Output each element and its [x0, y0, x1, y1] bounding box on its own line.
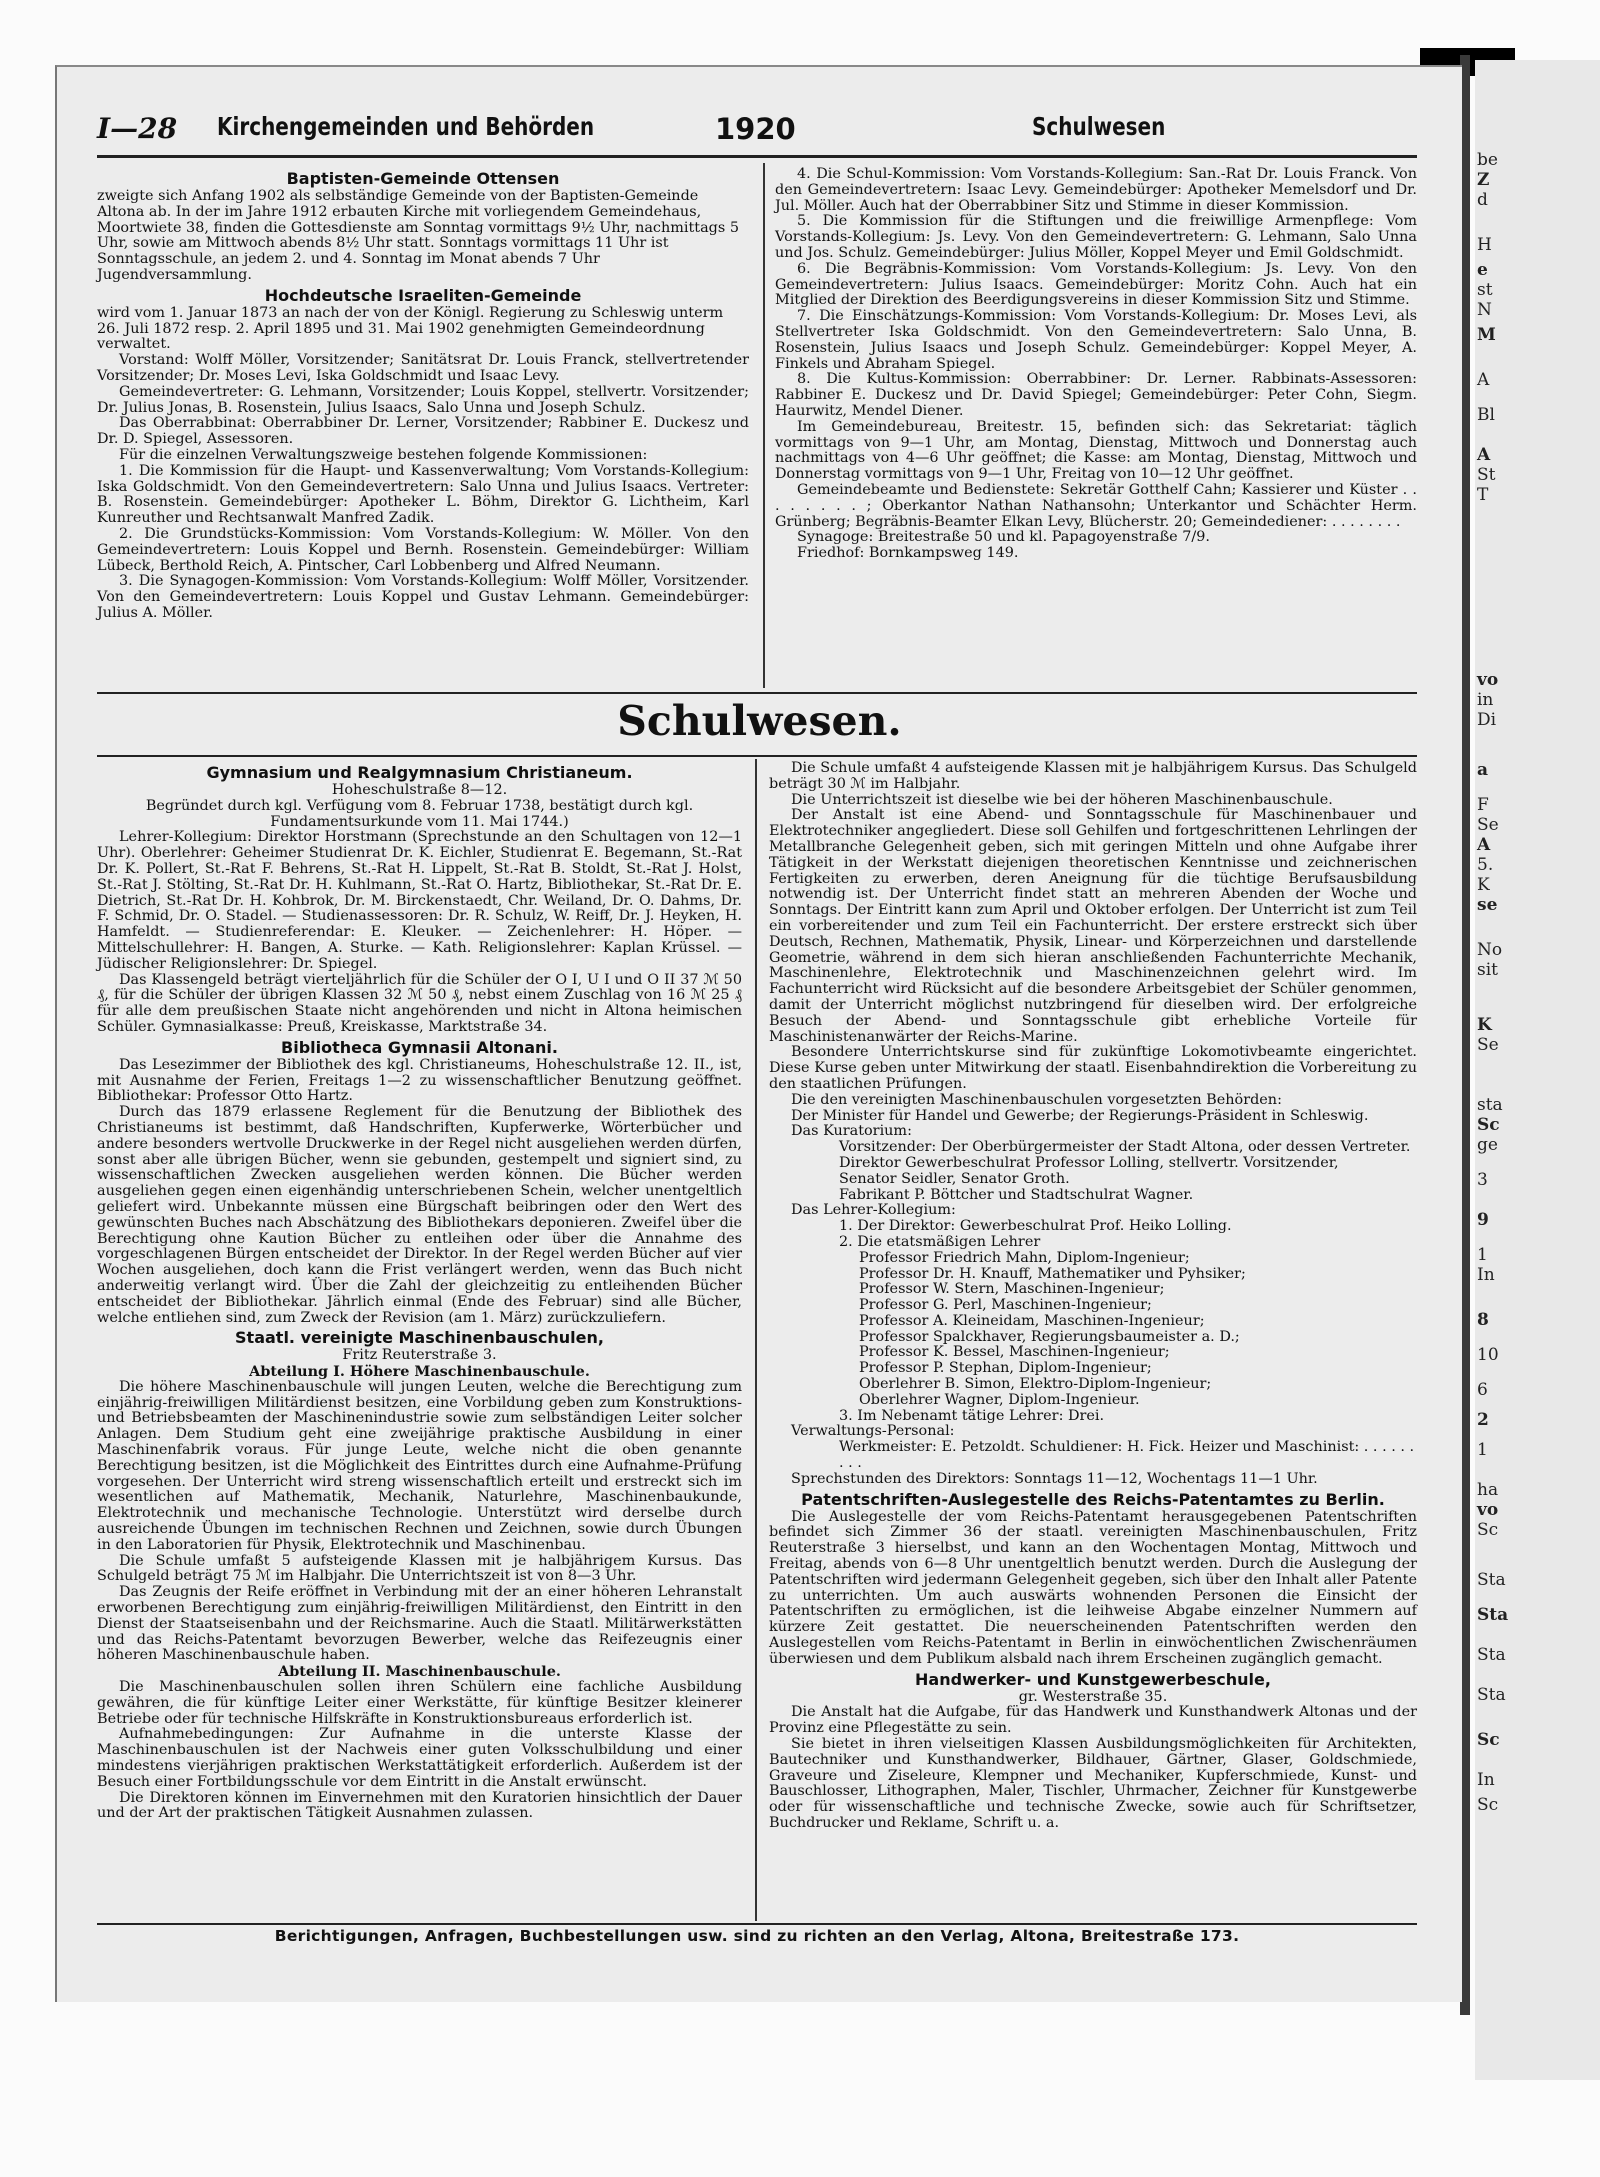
- adjacent-page-fragment: vo: [1477, 670, 1499, 690]
- adjacent-page-strip: [1475, 60, 1600, 2080]
- adjacent-page-fragment: Sta: [1477, 1645, 1506, 1665]
- text-paragraph: Der Minister für Handel und Gewerbe; der Regierungs-Präsident in Schleswig.: [791, 1107, 1369, 1124]
- adjacent-page-fragment: Sta: [1477, 1570, 1506, 1590]
- text-paragraph: Die Maschinenbauschulen sollen ihren Schülern eine fachliche Ausbildung gewähren, die für künftige Leiter einer Werkstätte, für künftige Besitzer kleinerer Betriebe oder für technische Hilfskräfte in Konstruktionsbureaus erforderlich ist.: [97, 1679, 742, 1727]
- text-paragraph: Werkmeister: E. Petzoldt. Schuldiener: H. Fick. Heizer und Maschinist: . . . . . . . . .: [839, 1439, 1415, 1472]
- adjacent-page-fragment: 6: [1477, 1380, 1488, 1400]
- text-paragraph: 1. Der Direktor: Gewerbeschulrat Prof. Heiko Lolling.: [839, 1218, 1232, 1235]
- adjacent-page-fragment: Sta: [1477, 1685, 1506, 1705]
- text-paragraph: 6. Die Begräbnis-Kommission: Vom Vorstands-Kollegium: Js. Levy. Von den Gemeindevertretern: Julius Isaacs. Gemeindebürger: Moritz Cohn. Auch hat ein Mitglied der Direktion des Beerdigungsvereins in dieser Kommission Sitz und Stimme.: [775, 260, 1417, 309]
- adjacent-page-fragment: Sta: [1477, 1605, 1509, 1625]
- text-paragraph: 5. Die Kommission für die Stiftungen und die freiwillige Armenpflege: Vom Vorstands-Kollegium: Js. Levy. Von den Gemeindevertretern: G. Lehmann, Salo Unna und Jos. Schulz. Gemeindebürger: Julius Möller, Koppel Meyer und Emil Goldschmidt.: [775, 213, 1417, 261]
- section-heading: Bibliotheca Gymnasii Altonani.: [281, 1037, 558, 1057]
- section-heading: Hochdeutsche Israeliten-Gemeinde: [264, 285, 582, 305]
- top-left-column: [97, 167, 749, 687]
- adjacent-page-fragment: K: [1477, 875, 1490, 895]
- text-paragraph: Der Anstalt ist eine Abend- und Sonntagsschule für Maschinenbauer und Elektrotechniker angegliedert. Diese soll Gehilfen und fortgeschrittenen Lehrlingen der Metallbranche Gelegenheit geben, sich mit geringen Mitteln und ohne Aufgabe ihrer Tätigkeit in der Werkstatt diejenigen theoretischen Kenntnisse und zeichnerischen Fertigkeiten zu erwerben, deren Aneignung für die tüchtige Berufsausbildung notwendig ist. Der Unterricht findet statt an mehreren Abenden der Woche und Sonntags. Der Eintritt kann zum April und Oktober erfolgen. Der Unterricht ist zum Teil ein vorbereitender und zum Teil ein Fachunterricht. Der erstere erstreckt sich über Deutsch, Rechnen, Mathematik, Physik, Linear- und Körperzeichnen und darstellende Geometrie, während in dem sich hieran anschließenden Fachunterrichte Mechanik, Maschinenlehre, Elektrotechnik und Maschinenzeichnen gelehrt wird. Im Fachunterricht wird Rücksicht auf die besondere Arbeitsgebiet der Schüler genommen, damit der Unterricht möglichst nutzbringend für dieselben wird. Der erfolgreiche Besuch der Abend- und Sonntagsschule gibt erhebliche Vorteile für Maschinistenanwärter der Reichs-Marine.: [769, 807, 1417, 1045]
- text-paragraph: Vorsitzender: Der Oberbürgermeister der Stadt Altona, oder dessen Vertreter.: [839, 1139, 1411, 1156]
- text-paragraph: Das Oberrabbinat: Oberrabbiner Dr. Lerner, Vorsitzender; Rabbiner E. Duckesz und Dr. D. Spiegel, Assessoren.: [97, 415, 749, 448]
- adjacent-page-fragment: 1: [1477, 1245, 1488, 1265]
- text-paragraph: 3. Die Synagogen-Kommission: Vom Vorstands-Kollegium: Wolff Möller, Vorsitzender. Von den Gemeindevertretern: Louis Koppel und Gustav Lehmann. Gemeindebürger: Julius A. Möller.: [97, 573, 749, 621]
- text-paragraph: Fritz Reuterstraße 3.: [342, 1347, 497, 1364]
- text-paragraph: Friedhof: Bornkampsweg 149.: [797, 545, 1019, 562]
- text-paragraph: Professor Dr. H. Knauff, Mathematiker und Pyhsiker;: [859, 1265, 1246, 1282]
- text-paragraph: Professor P. Stephan, Diplom-Ingenieur;: [859, 1360, 1152, 1377]
- text-paragraph: Professor W. Stern, Maschinen-Ingenieur;: [859, 1281, 1165, 1298]
- adjacent-page-fragment: vo: [1477, 1500, 1499, 1520]
- adjacent-page-fragment: M: [1477, 325, 1496, 345]
- text-paragraph: Professor K. Bessel, Maschinen-Ingenieur;: [859, 1344, 1170, 1361]
- adjacent-page-fragment: Se: [1477, 1035, 1499, 1055]
- adjacent-page-fragment: Sc: [1477, 1730, 1500, 1750]
- adjacent-page-fragment: d: [1477, 190, 1488, 210]
- text-paragraph: Abteilung I. Höhere Maschinenbauschule.: [249, 1363, 590, 1381]
- adjacent-page-fragment: be: [1477, 150, 1498, 170]
- text-paragraph: Vorstand: Wolff Möller, Vorsitzender; Sanitätsrat Dr. Louis Franck, stellvertretender Vorsitzender; Dr. Moses Levi, Iska Goldschmidt und Isaac Levy.: [97, 352, 749, 384]
- text-paragraph: Sie bietet in ihren vielseitigen Klassen Ausbildungsmöglichkeiten für Architekten, Bautechniker und Kunsthandwerker, Bildhauer, Gärtner, Glaser, Goldschmiede, Graveure und Ziseleure, Klempner und Mechaniker, Kupferschmiede, Kunst- und Bauschlosser, Lithographen, Maler, Tischler, Uhrmacher, Zeichner für Kunstgewerbe oder für wissenschaftliche und technische Zwecke, sowie auch für Schriftsetzer, Buchdrucker und Reklame, Schrift u. a.: [769, 1736, 1417, 1831]
- adjacent-page-fragment: St: [1477, 465, 1496, 485]
- adjacent-page-fragment: ha: [1477, 1480, 1499, 1500]
- adjacent-page-fragment: e: [1477, 260, 1488, 280]
- top-right-column: [775, 167, 1417, 687]
- header-year: 1920: [715, 112, 796, 146]
- adjacent-page-fragment: ge: [1477, 1135, 1498, 1155]
- adjacent-page-fragment: In: [1477, 1265, 1495, 1285]
- text-paragraph: Professor A. Kleineidam, Maschinen-Ingenieur;: [859, 1312, 1205, 1329]
- adjacent-page-fragment: H: [1477, 235, 1492, 255]
- text-paragraph: Oberlehrer B. Simon, Elektro-Diplom-Ingenieur;: [859, 1376, 1212, 1393]
- text-paragraph: Senator Seidler, Senator Groth.: [839, 1170, 1070, 1187]
- text-paragraph: Verwaltungs-Personal:: [791, 1423, 955, 1440]
- adjacent-page-fragment: Z: [1477, 170, 1490, 190]
- adjacent-page-fragment: Bl: [1477, 405, 1495, 425]
- adjacent-page-fragment: In: [1477, 1770, 1495, 1790]
- bottom-right-column: [769, 761, 1417, 1923]
- adjacent-page-fragment: se: [1477, 895, 1498, 915]
- adjacent-page-fragment: 9: [1477, 1210, 1489, 1230]
- text-paragraph: Gemeindebeamte und Bedienstete: Sekretär Gotthelf Cahn; Kassierer und Küster . . . . . . . . ; Oberkantor Nathan Nathansohn; Unterkantor und Schächter Herm. Grünberg; Begräbnis-Beamter Elkan Levy, Blücherstr. 20; Gemeindediener: . . . . . . . .: [775, 481, 1417, 530]
- running-header: [97, 107, 1417, 153]
- text-paragraph: Die Schule umfaßt 4 aufsteigende Klassen mit je halbjährigem Kursus. Das Schulgeld beträgt 30 ℳ im Halbjahr.: [769, 760, 1417, 792]
- text-paragraph: Die höhere Maschinenbauschule will jungen Leuten, welche die Berechtigung zum einjährig-freiwilligen Militärdienst besitzen, eine Vorbildung geben zum Konstruktions- und Betriebsbeamten der Maschinenindustrie sowie zum selbständigen Leiter solcher Anlagen. Dem Studium geht eine zweijährige praktische Ausbildung in einer Maschinenfabrik voraus. Für junge Leute, welche nicht die oben genannte Berechtigung besitzen, ist die Möglichkeit des Eintrittes durch eine Aufnahme-Prüfung vorgesehen. Der Unterricht wird streng wissenschaftlich erteilt und erstreckt sich im wesentlichen auf Mathematik, Mechanik, Naturlehre, Maschinenbaukunde, Elektrotechnik und mechanische Technologie. Unterstützt wird derselbe durch ausreichende Übungen im technischen Rechnen und Zeichnen, sowie durch Übungen in den Laboratorien für Physik, Elektrotechnik und Maschinenbau.: [97, 1378, 742, 1553]
- adjacent-page-fragment: sit: [1477, 960, 1498, 980]
- text-paragraph: gr. Westerstraße 35.: [1018, 1688, 1168, 1705]
- adjacent-page-fragment: 2: [1477, 1410, 1489, 1430]
- text-paragraph: Lehrer-Kollegium: Direktor Horstmann (Sprechstunde an den Schultagen von 12—1 Uhr). Oberlehrer: Geheimer Studienrat Dr. K. Eichler, Studienrat E. Begemann, St.-Rat Dr. K. Pollert, St.-Rat F. Behrens, St.-Rat H. Lippelt, St.-Rat B. Stoldt, St.-Rat J. Holst, St.-Rat J. Stölting, St.-Rat Dr. H. Kuhlmann, St.-Rat O. Hartz, Bibliothekar, St.-Rat Dr. E. Dietrich, St.-Rat Dr. H. Kohbrok, Dr. M. Birckenstaedt, Chr. Weiland, Dr. O. Dahms, Dr. F. Schmid, Dr. O. Stadel. — Studienassessoren: Dr. R. Schulz, W. Reiff, Dr. J. Heyken, H. Hamfeldt. — Studienreferendar: E. Kleuker. — Zeichenlehrer: H. Höper. — Mittelschullehrer: H. Bangen, A. Sturke. — Kath. Religionslehrer: Kaplan Krüssel. — Jüdischer Religionslehrer: Dr. Spiegel.: [97, 829, 742, 972]
- text-paragraph: 2. Die Grundstücks-Kommission: Vom Vorstands-Kollegium: W. Möller. Von den Gemeindevertretern: Louis Koppel und Bernh. Rosenstein. Gemeindebürger: William Lübeck, Berthold Reich, A. Pintscher, Carl Lobbenberg und Alfred Neumann.: [97, 525, 749, 574]
- adjacent-page-fragment: 3: [1477, 1170, 1488, 1190]
- text-paragraph: Oberlehrer Wagner, Diplom-Ingenieur.: [859, 1391, 1140, 1408]
- adjacent-page-fragment: Sc: [1477, 1795, 1499, 1815]
- text-paragraph: Aufnahmebedingungen: Zur Aufnahme in die unterste Klasse der Maschinenbauschulen ist der Nachweis einer guten Volksschulbildung und einer mindestens vierjährigen praktischen Werkstattätigkeit erforderlich. Außerdem ist der Besuch einer Fortbildungsschule vor dem Eintritt in die Anstalt erwünscht.: [97, 1726, 742, 1790]
- text-paragraph: Fabrikant P. Böttcher und Stadtschulrat Wagner.: [839, 1186, 1194, 1203]
- text-paragraph: Die Schule umfaßt 5 aufsteigende Klassen mit je halbjährigem Kursus. Das Schulgeld beträgt 75 ℳ im Halbjahr. Die Unterrichtszeit ist von 8—3 Uhr.: [97, 1552, 742, 1585]
- section-heading: Patentschriften-Auslegestelle des Reichs-Patentamtes zu Berlin.: [801, 1489, 1385, 1509]
- text-paragraph: Das Kuratorium:: [791, 1123, 912, 1140]
- text-paragraph: Im Gemeindebureau, Breitestr. 15, befinden sich: das Sekretariat: täglich vormittags von 9—1 Uhr, am Montag, Dienstag, Mittwoch und Donnerstag auch nachmittags von 4—6 Uhr geöffnet; die Kasse: am Montag, Dienstag, Mittwoch und Donnerstag vormittags von 9—1 Uhr, Freitag von 10—12 Uhr geöffnet.: [775, 418, 1417, 483]
- text-paragraph: Sprechstunden des Direktors: Sonntags 11—12, Wochentags 11—1 Uhr.: [791, 1470, 1318, 1487]
- text-paragraph: 7. Die Einschätzungs-Kommission: Vom Vorstands-Kollegium: Dr. Moses Levi, als Stellvertreter Iska Goldschmidt. Von den Gemeindevertretern: Salo Unna, B. Rosenstein, Julius Isaacs und Joseph Schulz. Gemeindebürger: Koppel Meyer, A. Finkels und Abraham Spiegel.: [775, 308, 1417, 372]
- text-paragraph: Die Unterrichtszeit ist dieselbe wie bei der höheren Maschinenbauschule.: [791, 791, 1333, 808]
- publisher-footer: Berichtigungen, Anfragen, Buchbestellungen usw. sind zu richten an den Verlag, Altona, Breitestraße 173.: [274, 1927, 1240, 1945]
- section-heading: Staatl. vereinigte Maschinenbauschulen,: [235, 1328, 604, 1348]
- text-paragraph: Gemeindevertreter: G. Lehmann, Vorsitzender; Louis Koppel, stellvertr. Vorsitzender; Dr. Julius Jonas, B. Rosenstein, Julius Isaacs, Salo Unna und Joseph Schulz.: [97, 383, 749, 416]
- top-column-divider: [763, 163, 765, 688]
- text-paragraph: Synagoge: Breitestraße 50 und kl. Papagoyenstraße 7/9.: [797, 529, 1211, 546]
- adjacent-page-fragment: A: [1477, 370, 1490, 390]
- adjacent-page-fragment: A: [1477, 835, 1491, 855]
- text-paragraph: Das Klassengeld beträgt vierteljährlich für die Schüler der O I, U I und O II 37 ℳ 50 ₰, für die Schüler der übrigen Klassen 32 ℳ 50 ₰, nebst einem Zuschlag von 16 ℳ 25 ₰ für alle dem preußischen Staate nicht angehörenden und nicht in Altona heimischen Schüler. Gymnasialkasse: Preuß, Kreiskasse, Marktstraße 34.: [97, 971, 742, 1035]
- adjacent-page-fragment: 10: [1477, 1345, 1499, 1365]
- text-paragraph: Durch das 1879 erlassene Reglement für die Benutzung der Bibliothek des Christianeums ist bestimmt, daß Handschriften, Kupferwerke, Wörterbücher und andere besonders wertvolle Druckwerke in der Regel nicht ausgeliehen werden dürfen, sonst aber alle übrigen Bücher, wenn sie gebunden, gestempelt und signiert sind, zu wissenschaftlichen Zwecken ausgeliehen werden können. Die Bücher werden ausgeliehen gegen einen eigenhändig unterschriebenen Schein, welcher unentgeltlich geliefert wird. Unbekannte müssen eine Bürgschaft beibringen oder den Wert des gewünschten Buches nach Abschätzung des Bibliothekars deponieren. Zweifel über die Berechtigung ohne Kaution Bücher zu entleihen oder über die Annahme des vorgeschlagenen Bürgen entscheidet der Direktor. In der Regel werden Bücher auf vier Wochen ausgeliehen, doch kann die Frist verlängert werden, wenn das Buch nicht anderweitig verlangt wird. Über die Zahl der gleichzeitig zu entleihenden Bücher entscheidet der Bibliothekar. Jährlich einmal (Ende des Februar) sind alle Bücher, welche entliehen sind, zum Zweck der Revision (am 1. März) zurückzuliefern.: [97, 1104, 742, 1326]
- text-paragraph: 3. Im Nebenamt tätige Lehrer: Drei.: [839, 1407, 1105, 1424]
- adjacent-page-fragment: st: [1477, 280, 1493, 300]
- text-paragraph: Das Lesezimmer der Bibliothek des kgl. Christianeums, Hoheschulstraße 12. II., ist, mit Ausnahme der Ferien, Freitags 1—2 zu wissenschaftlicher Benutzung geöffnet. Bibliothekar: Professor Otto Hartz.: [97, 1056, 742, 1105]
- text-paragraph: Hoheschulstraße 8—12.: [331, 782, 508, 798]
- text-paragraph: Die Anstalt hat die Aufgabe, für das Handwerk und Kunsthandwerk Altonas und der Provinz eine Pflegestätte zu sein.: [769, 1704, 1417, 1737]
- header-right-title: Schulwesen: [1032, 112, 1166, 141]
- adjacent-page-fragment: sta: [1477, 1095, 1503, 1115]
- text-paragraph: Abteilung II. Maschinenbauschule.: [278, 1663, 561, 1681]
- adjacent-page-fragment: a: [1477, 760, 1489, 780]
- text-paragraph: Die Direktoren können im Einvernehmen mit den Kuratorien hinsichtlich der Dauer und der Art der praktischen Tätigkeit Ausnahmen zulassen.: [97, 1789, 742, 1822]
- page-number: I—28: [97, 112, 178, 145]
- text-paragraph: Professor Friedrich Mahn, Diplom-Ingenieur;: [859, 1249, 1190, 1266]
- section-title: Schulwesen.: [617, 697, 902, 745]
- adjacent-page-fragment: Di: [1477, 710, 1497, 730]
- text-paragraph: 2. Die etatsmäßigen Lehrer: [839, 1233, 1041, 1250]
- adjacent-page-fragment: F: [1477, 795, 1489, 815]
- adjacent-page-fragment: 5.: [1477, 855, 1494, 875]
- bottom-column-divider: [755, 759, 757, 1921]
- footer-rule: [97, 1923, 1417, 1925]
- section-heading: Baptisten-Gemeinde Ottensen: [286, 169, 560, 188]
- text-paragraph: 1. Die Kommission für die Haupt- und Kassenverwaltung; Vom Vorstands-Kollegium: Iska Goldschmidt. Von den Gemeindevertretern: Salo Unna und Julius Isaacs. Vertreter: B. Rosenstein. Gemeindebürger: Apotheker L. Böhm, Direktor G. Lichtheim, Karl Kunreuther und Rechtsanwalt Manfred Zadik.: [97, 462, 749, 527]
- text-paragraph: Die den vereinigten Maschinenbauschulen vorgesetzten Behörden:: [791, 1091, 1282, 1108]
- section-heading: Gymnasium und Realgymnasium Christianeum.: [206, 763, 633, 782]
- text-paragraph: Besondere Unterrichtskurse sind für zukünftige Lokomotivbeamte eingerichtet. Diese Kurse geben unter Mitwirkung der staatl. Eisenbahndirektion die Vorbereitung zu den staatlichen Prüfungen.: [769, 1044, 1417, 1092]
- text-paragraph: Die Auslegestelle der vom Reichs-Patentamt herausgegebenen Patentschriften befindet sich Zimmer 36 der staatl. vereinigten Maschinenbauschulen, Fritz Reuterstraße 3 hierselbst, und kann an den Wochentagen Montag, Mittwoch und Freitag, abends von 6—8 Uhr unentgeltlich benutzt werden. Durch die Auslegung der Patentschriften wird jedermann Gelegenheit gegeben, sich über den Inhalt aller Patente zu unterrichten. Um auch auswärts wohnenden Personen die Einsicht der Patentschriften zu ermöglichen, ist die leihweise Abgabe einzelner Nummern auf kürzere Zeit gestattet. Die neuerscheinenden Patentschriften werden den Auslegestellen vom Reichs-Patentamt in Berlin in einwöchentlichen Zwischenräumen überwiesen und dem Publikum alsbald nach ihrem Erscheinen zugänglich gemacht.: [769, 1508, 1417, 1667]
- section-rule: [97, 692, 1417, 694]
- adjacent-page-fragment: Se: [1477, 815, 1499, 835]
- text-paragraph: Begründet durch kgl. Verfügung vom 8. Februar 1738, bestätigt durch kgl. Fundamentsurkunde vom 11. Mai 1744.): [145, 797, 694, 830]
- adjacent-page-fragment: N: [1477, 300, 1492, 320]
- text-paragraph: Das Zeugnis der Reife eröffnet in Verbindung mit der an einer höheren Lehranstalt erworbenen Berechtigung zum einjährig-freiwilligen Militärdienst, den Eintritt in den Dienst der Staatseisenbahn und der Reichsmarine. Auch die Staatl. Militärwerkstätten und das Reichs-Patentamt bevorzugen Bewerber, welche das Reifezeugnis einer höheren Maschinenbauschule haben.: [97, 1584, 742, 1664]
- adjacent-page-fragment: in: [1477, 690, 1494, 710]
- adjacent-page-fragment: A: [1477, 445, 1491, 465]
- text-paragraph: Für die einzelnen Verwaltungszweige bestehen folgende Kommissionen:: [119, 446, 648, 463]
- text-paragraph: Professor G. Perl, Maschinen-Ingenieur;: [859, 1297, 1152, 1314]
- adjacent-page-fragment: K: [1477, 1015, 1492, 1035]
- adjacent-page-fragment: 1: [1477, 1440, 1488, 1460]
- text-paragraph: wird vom 1. Januar 1873 an nach der von der Königl. Regierung zu Schleswig unterm 26. Juli 1872 resp. 2. April 1895 und 31. Mai 1902 genehmigten Gemeindeordnung verwaltet.: [97, 304, 724, 353]
- text-paragraph: 8. Die Kultus-Kommission: Oberrabbiner: Dr. Lerner. Rabbinats-Assessoren: Rabbiner E. Duckesz und Dr. David Spiegel; Gemeindebürger: Peter Cohn, Siegm. Haurwitz, Mendel Diener.: [775, 371, 1417, 419]
- adjacent-page-fragment: 8: [1477, 1310, 1489, 1330]
- adjacent-page-fragment: Sc: [1477, 1520, 1499, 1540]
- text-paragraph: Direktor Gewerbeschulrat Professor Lolling, stellvertr. Vorsitzender,: [839, 1154, 1339, 1171]
- document-page: [55, 65, 1462, 2002]
- bottom-left-column: [97, 761, 742, 1923]
- text-paragraph: zweigte sich Anfang 1902 als selbständige Gemeinde von der Baptisten-Gemeinde Altona ab. In der im Jahre 1912 erbauten Kirche mit vorliegendem Gemeindehaus, Moortwiete 38, finden die Gottesdienste am Sonntag vormittags 9½ Uhr, nachmittags 5 Uhr, sowie am Mittwoch abends 8½ Uhr statt. Sonntags vormittags 11 Uhr ist Sonntagsschule, an jedem 2. und 4. Sonntag im Monat abends 7 Uhr Jugendversammlung.: [97, 188, 739, 283]
- header-rule: [97, 155, 1417, 158]
- adjacent-page-fragment: No: [1477, 940, 1503, 960]
- adjacent-page-fragment: Sc: [1477, 1115, 1500, 1135]
- adjacent-page-fragment: T: [1477, 485, 1489, 505]
- title-rule: [97, 755, 1417, 757]
- header-left-title: Kirchengemeinden und Behörden: [217, 112, 595, 141]
- text-paragraph: Das Lehrer-Kollegium:: [791, 1202, 956, 1219]
- text-paragraph: 4. Die Schul-Kommission: Vom Vorstands-Kollegium: San.-Rat Dr. Louis Franck. Von den Gemeindevertretern: Isaac Levy. Gemeindebürger: Apotheker Memelsdorf und Dr. Jul. Möller. Auch hat der Oberrabbiner Sitz und Stimme in dieser Kommission.: [775, 166, 1417, 214]
- text-paragraph: Professor Spalckhaver, Regierungsbaumeister a. D.;: [859, 1328, 1240, 1345]
- section-heading: Handwerker- und Kunstgewerbeschule,: [915, 1669, 1271, 1689]
